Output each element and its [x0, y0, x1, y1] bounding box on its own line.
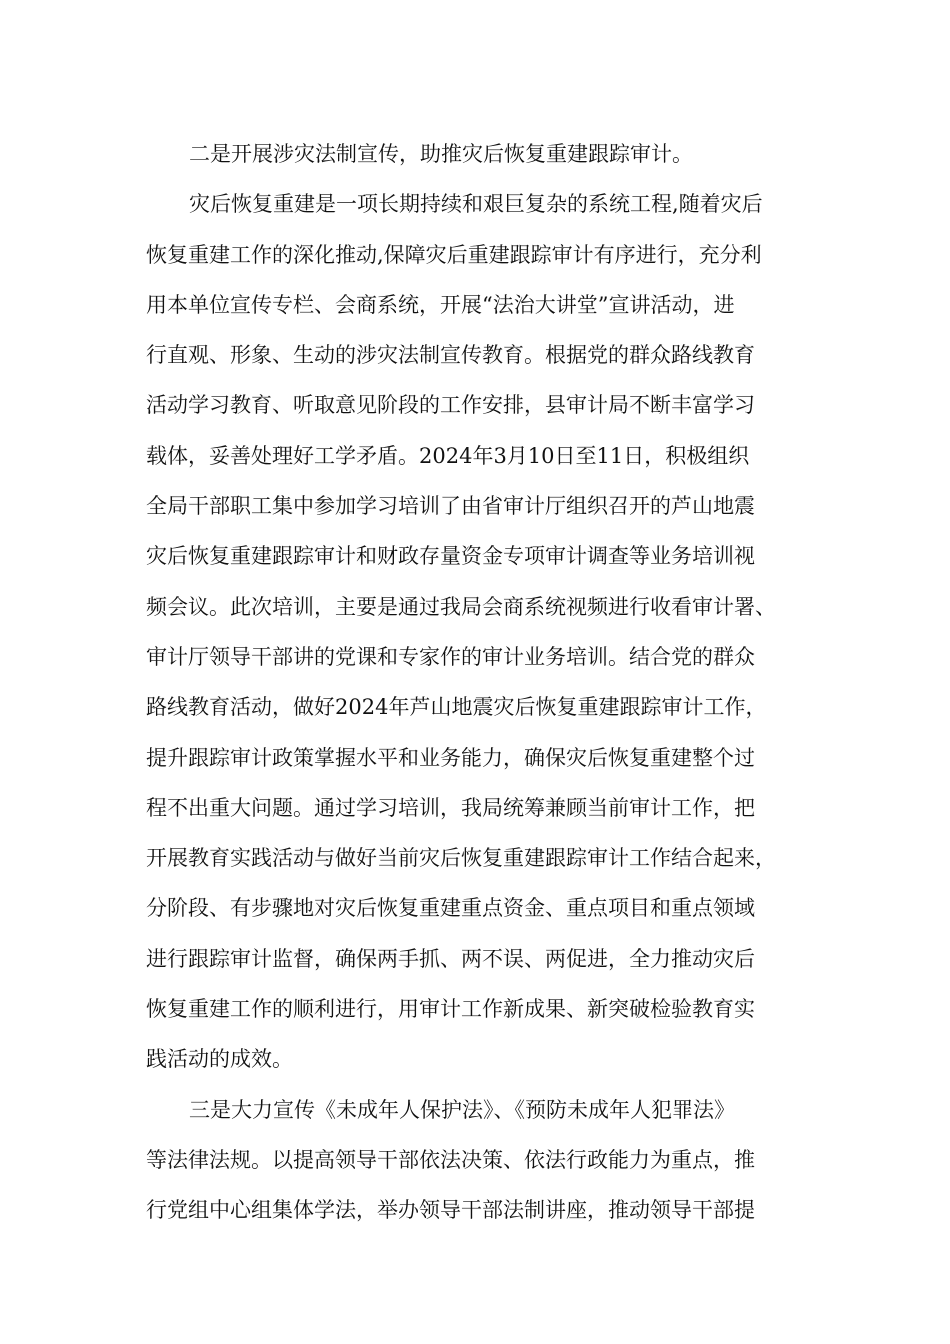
text-line: 灾后恢复重建跟踪审计和财政存量资金专项审计调查等业务培训视: [146, 544, 755, 569]
text-line: 路线教育活动，做好2024年芦山地震灾后恢复重建跟踪审计工作，: [146, 695, 767, 720]
section-heading-2: 二是开展涉灾法制宣传，助推灾后恢复重建跟踪审计。: [189, 142, 693, 166]
text-line: 程不出重大问题。通过学习培训，我局统筹兼顾当前审计工作，把: [146, 795, 755, 820]
text-line: 活动学习教育、听取意见阶段的工作安排，县审计局不断丰富学习: [146, 393, 755, 418]
text-line: 载体，妥善处理好工学矛盾。2024年3月10日至11日，积极组织: [146, 443, 750, 468]
section-heading-3: 三是大力宣传《未成年人保护法》、《预防未成年人犯罪法》: [189, 1097, 735, 1122]
text-line: 践活动的成效。: [146, 1047, 293, 1072]
text-line: 恢复重建工作的顺利进行，用审计工作新成果、新突破检验教育实: [146, 997, 755, 1022]
text-line: 开展教育实践活动与做好当前灾后恢复重建跟踪审计工作结合起来，: [146, 846, 776, 871]
text-line: 行党组中心组集体学法，举办领导干部法制讲座，推动领导干部提: [146, 1198, 755, 1223]
text-line: 提升跟踪审计政策掌握水平和业务能力，确保灾后恢复重建整个过: [146, 745, 755, 770]
text-line: 进行跟踪审计监督，确保两手抓、两不误、两促进，全力推动灾后: [146, 946, 755, 971]
text-line: 分阶段、有步骤地对灾后恢复重建重点资金、重点项目和重点领域: [146, 896, 755, 921]
text-line: 灾后恢复重建是一项长期持续和艰巨复杂的系统工程,随着灾后: [189, 192, 763, 217]
text-line: 频会议。此次培训，主要是通过我局会商系统视频进行收看审计署、: [146, 594, 776, 619]
text-line: 审计厅领导干部讲的党课和专家作的审计业务培训。结合党的群众: [146, 644, 755, 669]
text-line: 用本单位宣传专栏、会商系统，开展“法治大讲堂”宣讲活动，进: [146, 292, 735, 317]
text-line: 全局干部职工集中参加学习培训了由省审计厅组织召开的芦山地震: [146, 494, 755, 519]
text-line: 恢复重建工作的深化推动,保障灾后重建跟踪审计有序进行，充分利: [146, 242, 762, 267]
body-text: [146, 129, 816, 1236]
text-line: 行直观、形象、生动的涉灾法制宣传教育。根据党的群众路线教育: [146, 343, 755, 368]
text-line: 等法律法规。以提高领导干部依法决策、依法行政能力为重点，推: [146, 1147, 755, 1172]
